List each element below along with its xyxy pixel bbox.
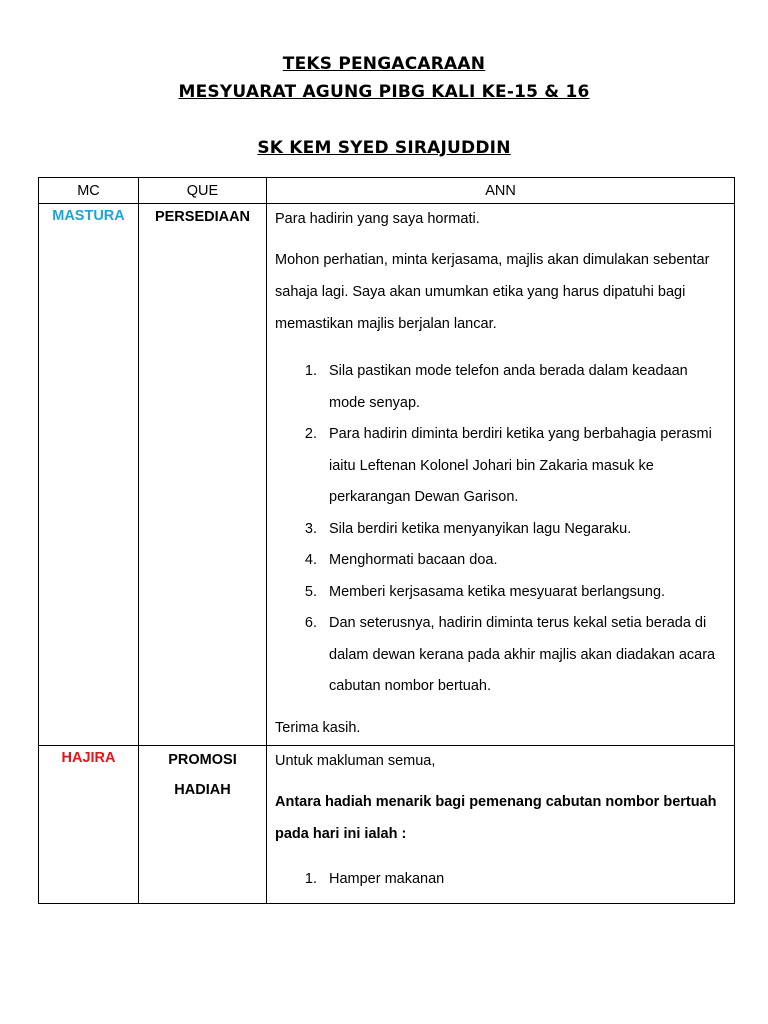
header-mc: MC (39, 178, 139, 204)
list-item: 1. Hamper makanan (321, 864, 726, 896)
header-que: QUE (139, 178, 267, 204)
document-title: TEKS PENGACARAAN (282, 54, 486, 74)
que-cell: PERSEDIAAN (139, 204, 267, 746)
table-header-row (39, 178, 735, 204)
header-ann: ANN (267, 178, 735, 204)
announcement-paragraph: Mohon perhatian, minta kerjasama, majlis akan dimulakan sebentar sahaja lagi. Saya akan umumkan etika yang harus dipatuhi bagi memastikan majlis berjalan lancar. (275, 252, 710, 332)
announcement-paragraph-bold: Antara hadiah menarik bagi pemenang cabutan nombor bertuah pada hari ini ialah : (275, 793, 717, 842)
script-table (38, 177, 735, 904)
etiquette-list (275, 356, 726, 703)
announcement-cell (267, 745, 735, 904)
list-item: 4. Menghormati bacaan doa. (321, 545, 726, 577)
mc-name-cell: MASTURA (39, 204, 139, 746)
list-item: 1. Sila pastikan mode telefon anda berada dalam keadaan mode senyap. (321, 356, 726, 419)
mc-name-cell: HAJIRA (39, 745, 139, 904)
school-name: SK KEM SYED SIRAJUDDIN (257, 138, 511, 158)
list-item: 5. Memberi kerjsasama ketika mesyuarat berlangsung. (321, 577, 726, 609)
list-item: 6. Dan seterusnya, hadirin diminta terus kekal setia berada di dalam dewan kerana pada akhir majlis akan diadakan acara cabutan nombor bertuah. (321, 608, 726, 703)
table-row (39, 204, 735, 746)
list-item: 3. Sila berdiri ketika menyanyikan lagu Negaraku. (321, 514, 726, 546)
announcement-cell (267, 204, 735, 746)
que-line: HADIAH (174, 781, 231, 798)
prize-list (275, 864, 726, 896)
que-cell (139, 745, 267, 904)
table-row (39, 745, 735, 904)
que-line: PROMOSI (168, 751, 237, 768)
document-subtitle: MESYUARAT AGUNG PIBG KALI KE-15 & 16 (178, 82, 590, 102)
closing-text: Terima kasih. (275, 719, 361, 736)
announcement-paragraph: Para hadirin yang saya hormati. (275, 211, 480, 227)
announcement-paragraph: Untuk makluman semua, (275, 752, 436, 769)
list-item: 2. Para hadirin diminta berdiri ketika yang berbahagia perasmi iaitu Leftenan Kolonel Johari bin Zakaria masuk ke perkarangan Dewan Garison. (321, 419, 726, 514)
